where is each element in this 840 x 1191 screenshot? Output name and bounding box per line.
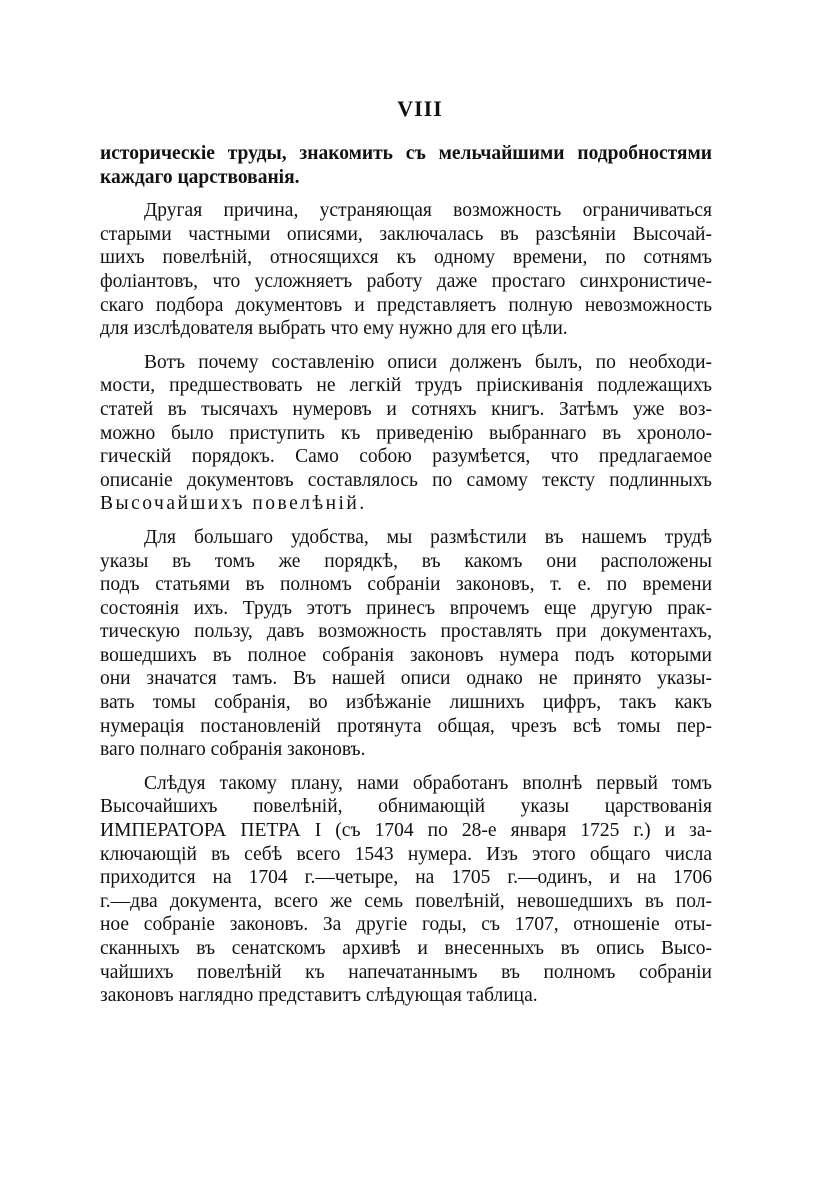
text-line: старыми частными описями, заключалась въ разсѣяніи Высочай- — [100, 223, 712, 245]
text-line: ное собраніе законовъ. За другіе годы, съ 1707, отношеніе оты- — [100, 914, 712, 936]
text-line: сканныхъ въ сенатскомъ архивѣ и внесенныхъ въ опись Высо- — [100, 938, 712, 959]
text-line: ключающій въ себѣ всего 1543 нумера. Изъ этого общаго числа — [100, 843, 712, 865]
text-line: г.—два документа, всего же семь повелѣній, невошедшихъ въ пол- — [100, 890, 712, 912]
text-line: Для большаго удобства, мы размѣстили въ нашемъ трудѣ — [144, 526, 712, 548]
text-line: состоянія ихъ. Трудъ этотъ принесъ впрочемъ еще другую прак- — [100, 597, 712, 619]
text-line: Высочайшихъ повелѣній. — [100, 493, 367, 515]
text-line: описаніе документовъ составлялось по самому тексту подлинныхъ — [100, 469, 712, 491]
text-line: нумерація постановленій протянута общая, чрезъ всѣ томы пер- — [100, 715, 712, 737]
text-line: приходится на 1704 г.—четыре, на 1705 г.—одинъ, и на 1706 — [100, 867, 712, 889]
text-line: гическій порядокъ. Само собою разумѣется, что предлагаемое — [100, 446, 712, 468]
text-line: чайшихъ повелѣній къ напечатаннымъ въ полномъ собраніи — [100, 961, 712, 983]
text-line: вать томы собранія, во избѣжаніе лишнихъ цифръ, такъ какъ — [100, 692, 712, 714]
text-line: ИМПЕРАТОРА ПЕТРА I (съ 1704 по 28-е января 1725 г.) и за- — [100, 820, 712, 842]
text-line: они значатся тамъ. Въ нашей описи однако не принято указы- — [100, 668, 712, 690]
text-line: шихъ повелѣній, относящихся къ одному времени, по сотнямъ — [100, 247, 712, 269]
body-text — [100, 142, 712, 1018]
paragraph-1 — [100, 142, 712, 189]
paragraph-3 — [100, 351, 712, 516]
text-line: Высочайшихъ повелѣній, обнимающій указы царствованія — [100, 796, 712, 818]
text-line: ваго полнаго собранія законовъ. — [100, 739, 366, 761]
text-line: Слѣдуя такому плану, нами обработанъ вполнѣ первый томъ — [144, 772, 712, 794]
text-line: Другая причина, устраняющая возможность ограничиваться — [144, 200, 712, 222]
text-line: Вотъ почему составленію описи долженъ былъ, по необходи- — [144, 351, 712, 373]
text-line: историческіе труды, знакомить съ мельчайшими подробностями — [100, 143, 712, 164]
paragraph-2 — [100, 199, 712, 341]
text-line: тическую пользу, давъ возможность проставлять при документахъ, — [100, 621, 712, 643]
text-line: можно было приступить къ приведенію выбраннаго въ хронолo- — [100, 422, 712, 444]
paragraph-4 — [100, 526, 712, 762]
page-number: VIII — [397, 96, 443, 121]
text-line: вошедшихъ въ полное собранія законовъ нумера подъ которыми — [100, 644, 712, 666]
text-line: подъ статьями въ полномъ собраніи законовъ, т. е. по времени — [100, 574, 712, 596]
text-line: мости, предшествовать не легкій трудъ пріискиванія подлежащихъ — [100, 375, 712, 397]
text-line: каждаго царствованія. — [100, 166, 300, 188]
text-line: для изслѣдователя выбрать что ему нужно для его цѣли. — [100, 318, 568, 340]
text-line: статей въ тысячахъ нумеровъ и сотняхъ книгъ. Затѣмъ уже воз- — [100, 398, 712, 420]
text-line: фоліантовъ, что усложняетъ работу даже простаго синхронистиче- — [100, 270, 712, 292]
paragraph-5 — [100, 772, 712, 1008]
text-line: скаго подбора документовъ и представляетъ полную невозможность — [100, 294, 712, 316]
text-line: законовъ наглядно представитъ слѣдующая таблица. — [100, 985, 538, 1007]
text-line: указы въ томъ же порядкѣ, въ какомъ они расположены — [100, 550, 712, 572]
